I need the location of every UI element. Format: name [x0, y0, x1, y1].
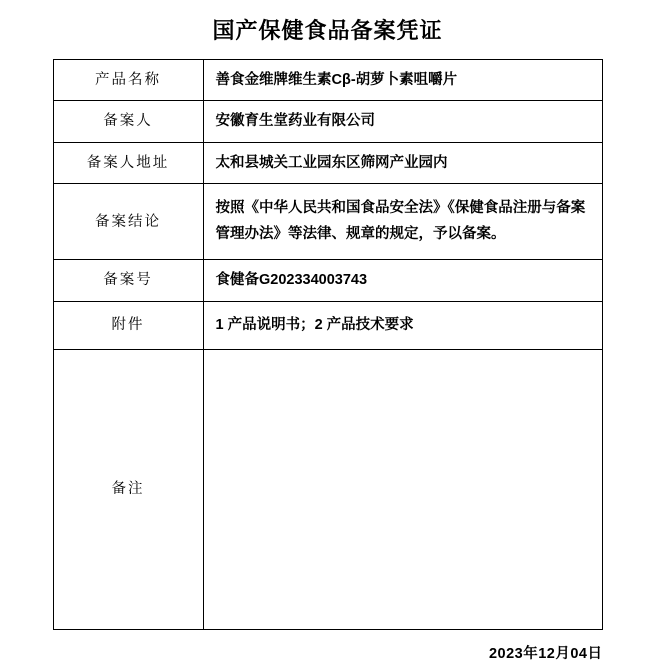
- row-label-attachment: 附件: [53, 301, 203, 349]
- row-label-applicant-address: 备案人地址: [53, 142, 203, 183]
- row-label-record-number: 备案号: [53, 260, 203, 301]
- row-value-remark: [203, 349, 602, 629]
- row-value-record-number: 食健备G202334003743: [203, 260, 602, 301]
- row-value-applicant: 安徽育生堂药业有限公司: [203, 101, 602, 142]
- row-value-conclusion: 按照《中华人民共和国食品安全法》《保健食品注册与备案管理办法》等法律、规章的规定，予以备案。: [203, 184, 602, 260]
- row-label-applicant: 备案人: [53, 101, 203, 142]
- table-row: [53, 260, 602, 301]
- table-row: [53, 349, 602, 629]
- row-label-conclusion: 备案结论: [53, 184, 203, 260]
- record-table: [53, 59, 603, 630]
- issue-date: 2023年12月04日: [488, 645, 603, 662]
- table-row: [53, 101, 602, 142]
- row-value-applicant-address: 太和县城关工业园东区筛网产业园内: [203, 142, 602, 183]
- table-row: [53, 60, 602, 101]
- row-value-product-name: 善食金维牌维生素Cβ-胡萝卜素咀嚼片: [203, 60, 602, 101]
- row-label-product-name: 产品名称: [53, 60, 203, 101]
- page-title: 国产保健食品备案凭证: [212, 18, 443, 43]
- table-row: [53, 301, 602, 349]
- row-label-remark: 备注: [53, 349, 203, 629]
- table-row: [53, 142, 602, 183]
- table-row: [53, 184, 602, 260]
- row-value-attachment: 1 产品说明书；2 产品技术要求: [203, 301, 602, 349]
